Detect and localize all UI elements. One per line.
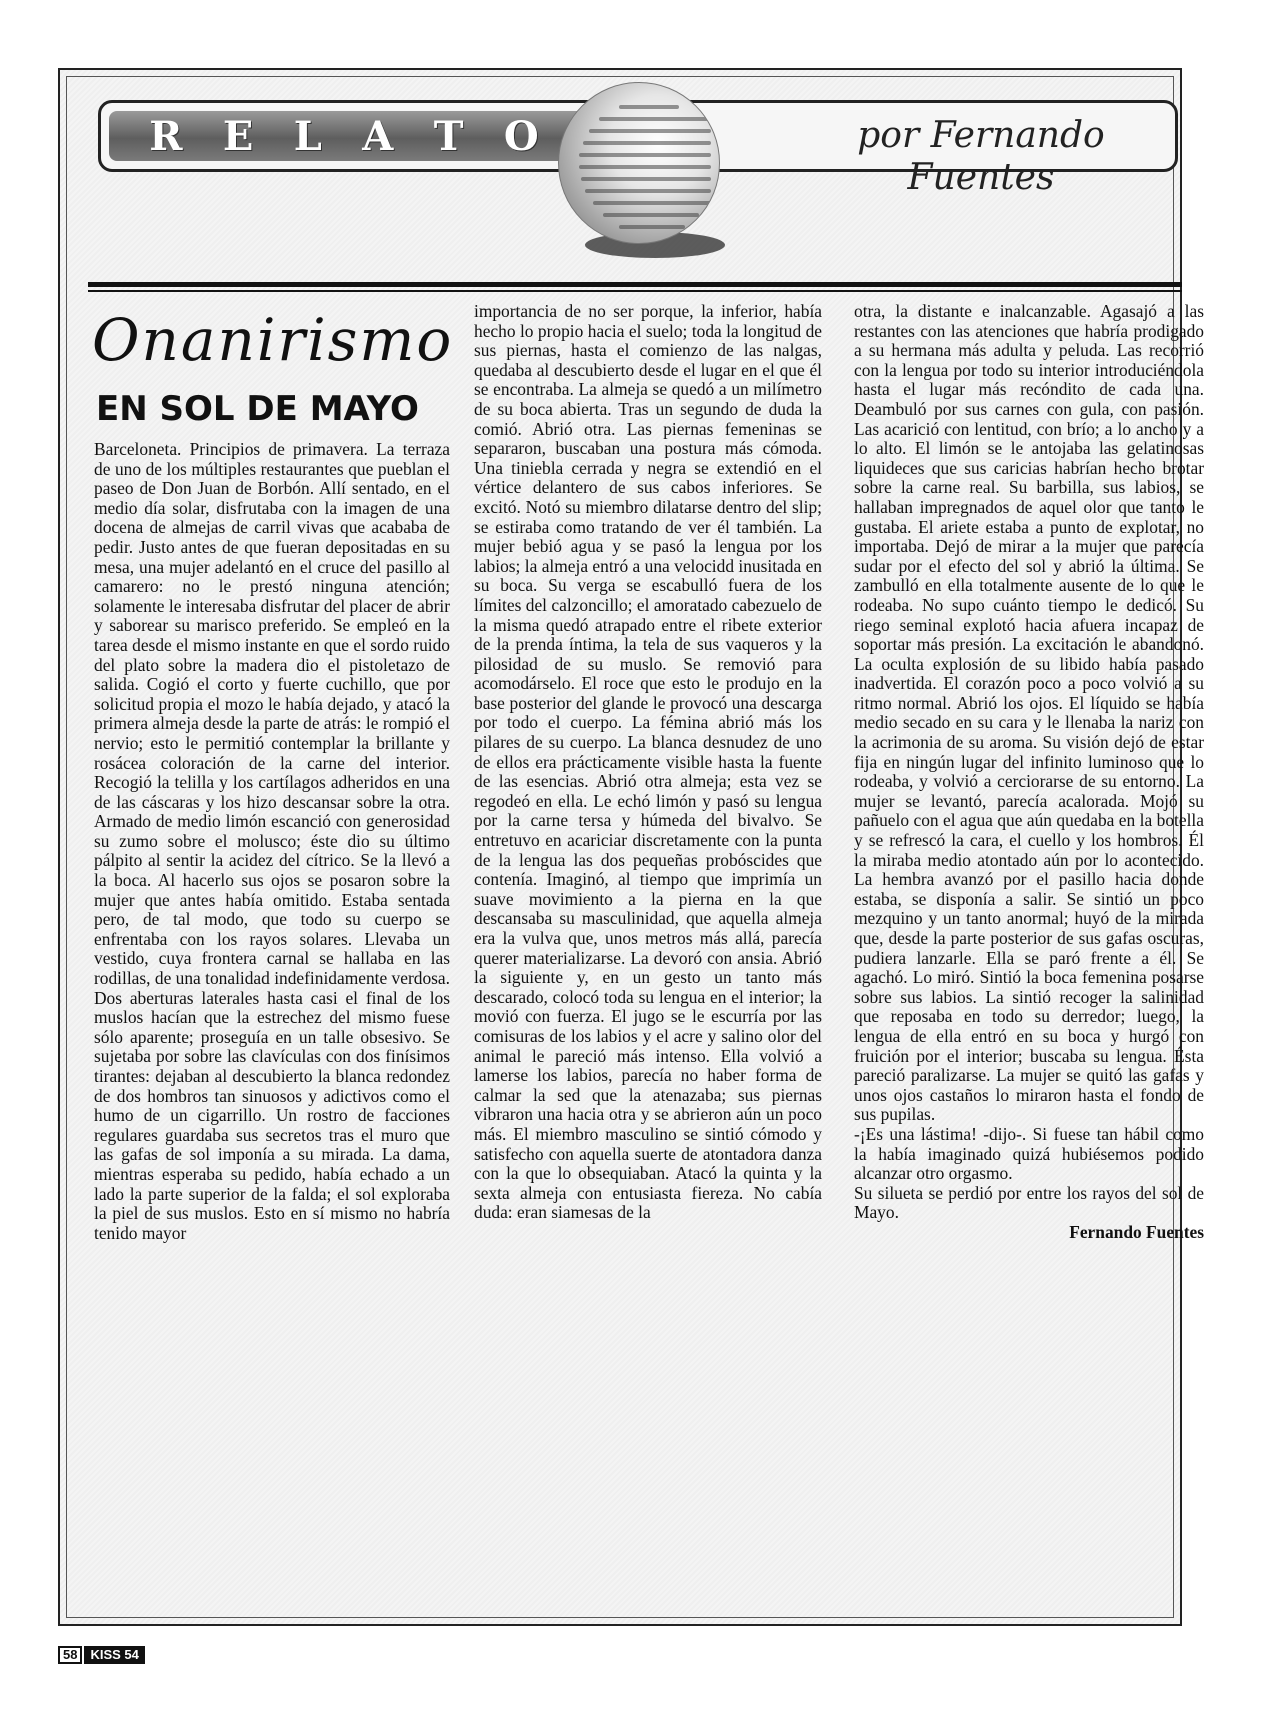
article-subtitle: EN SOL DE MAYO <box>96 389 419 429</box>
section-title <box>109 111 579 161</box>
text-column-3 <box>854 302 1204 1600</box>
newsprint-globe-icon <box>558 82 720 244</box>
section-letter: O <box>503 112 539 160</box>
text-column-1 <box>94 440 450 1600</box>
section-letter: E <box>222 112 254 160</box>
header-rule-thin <box>88 290 1182 292</box>
text-column-2 <box>474 302 822 1600</box>
body-text: otra, la distante e inalcanzable. Agasajó a las restantes con las atenciones que habría prodigado a su hermana más adulta y peluda. Las recorrió con la lengua por todo su interior introduciéndola hasta el lugar más recóndito de cada una. Deambuló por sus carnes con gula, con pasión. Las acarició con lentitud, con brío; a lo ancho y a lo alto. El limón se le antojaba las gelatinosas liquideces que sus caricias habrían hecho brotar sobre la carne real. Su barbilla, sus labios, se hallaban impregnados de aquel olor que tanto le gustaba. El ariete estaba a punto de explotar, no importaba. Dejó de mirar a la mujer que parecía sudar por el efecto del sol y abrió la última. Se zambulló en ella totalmente ausente de lo que le rodeaba. No supo cuánto tiempo le dedicó. Su riego seminal explotó hacia afuera incapaz de soportar más presión. La excitación le abandonó. La oculta explosión de su libido había pasado inadvertida. El corazón poco a poco volvió a su ritmo normal. Abrió los ojos. El líquido se había medio secado en su cara y le llenaba la nariz con la acrimonia de su aroma. Su visión dejó de estar fija en ningún lugar del infinito luminoso que lo rodeaba, y volvió a cerciorarse de su entorno. La mujer se levantó, parecía acalorada. Mojó su pañuelo con el agua que aún quedaba en la botella y se refrescó la cara, el cuello y los hombros. Él la miraba medio atontado aún por lo acontecido. La hembra avanzó por el pasillo hacia donde estaba, se disponía a salir. Se sintió un poco mezquino y un tanto anormal; huyó de la mirada que, desde la parte posterior de sus gafas oscuras, pudiera lanzarle. Ella se paró frente a él. Se agachó. Lo miró. Sintió la boca femenina posarse sobre sus labios. La sintió recoger la salinidad que reposaba en todo su derredor; luego, la lengua de ella entró en su boca y hurgó con fruición por el interior; buscaba su lengua. Ésta pareció paralizarse. La mujer se quitó las gafas y unos ojos castaños lo miraron hasta el fondo de sus pupilas. <box>854 301 1204 1125</box>
globe-text-lines <box>559 83 719 243</box>
header-rule-thick <box>88 282 1182 287</box>
magazine-issue: KISS 54 <box>84 1646 144 1664</box>
section-letter: A <box>362 112 394 160</box>
dialogue-paragraph: -¡Es una lástima! -dijo-. Si fuese tan hábil como la había imaginado quizá hubiésemos podido alcanzar otro orgasmo. <box>854 1123 1204 1184</box>
article-title: Onanirismo <box>92 306 454 374</box>
page-number: 58 <box>58 1646 82 1664</box>
section-letter: R <box>149 112 183 160</box>
section-letter: L <box>293 112 322 160</box>
page-footer <box>58 1646 145 1664</box>
author-signature: Fernando Fuentes <box>1069 1221 1204 1242</box>
section-letter: T <box>433 112 464 160</box>
byline: por Fernando Fuentes <box>857 115 1105 198</box>
closing-paragraph: Su silueta se perdió por entre los rayos del sol de Mayo. <box>854 1182 1204 1223</box>
body-text: Barceloneta. Principios de primavera. La terraza de uno de los múltiples restaurantes que pueblan el paseo de Don Juan de Borbón. Allí sentado, en el medio día solar, disfrutaba con la imagen de una docena de almejas de carril vivas que acababa de pedir. Justo antes de que fueran depositadas en su mesa, una mujer adelantó en el cruce del pasillo al camarero: no le prestó ninguna atención; solamente le interesaba disfrutar del placer de abrir y saborear su marisco preferido. Se empleó en la tarea desde el mismo instante en que el sordo ruido del plato sobre la madera dio el pistoletazo de salida. Cogió el corto y fuerte cuchillo, que por solicitud propia el mozo le había dejado, y atacó la primera almeja desde la parte de atrás: le rompió el nervio; esto le permitió contemplar la brillante y rosácea coloración de la carne del interior. Recogió la telilla y los cartílagos adheridos en una de las cáscaras y los hizo descansar sobre la otra. Armado de medio limón escanció con generosidad su zumo sobre el molusco; éste dio su último pálpito al sentir la acidez del cítrico. Se la llevó a la boca. Al hacerlo sus ojos se posaron sobre la mujer que antes había omitido. Estaba sentada pero, de tal modo, que todo su cuerpo se enfrentaba con los rayos solares. Llevaba un vestido, cuya frontera carnal se hallaba en las rodillas, de una tonalidad indefinidamente verdosa. Dos aberturas laterales hasta casi el final de los muslos hacían que la estrechez del mismo fuese sólo aparente; proseguía en un talle obsesivo. Se sujetaba por sobre las clavículas con dos finísimos tirantes: dejaban al descubierto la blanca redondez de dos hombros tan sinuosos y adictivos como el humo de un cigarrillo. Un rostro de facciones regulares guardaba sus secretos tras el muro que las gafas de sol imponía a su mirada. La dama, mientras esperaba su pedido, había echado a un lado la parte superior de la falda; el sol exploraba la piel de sus muslos. Esto en sí mismo no habría tenido mayor <box>94 439 450 1243</box>
body-text: importancia de no ser porque, la inferior, había hecho lo propio hacia el suelo; toda la longitud de sus piernas, hasta el comienzo de las nalgas, quedaba al descubierto desde el lugar en el que él se encontraba. La almeja se quedó a un milímetro de su boca abierta. Tras un segundo de duda la comió. Abrió otra. Las piernas femeninas se separaron, buscaban una postura más cómoda. Una tiniebla cerrada y negra se extendió en el vértice delantero de sus cabos inferiores. Se excitó. Notó su miembro dilatarse dentro del slip; se estiraba como tratando de ver él también. La mujer bebió agua y se pasó la lengua por los labios; la almeja entró a una velocidd inusitada en su boca. Su verga se escabulló fuera de los límites del calzoncillo; el amoratado cabezuelo de la misma quedó atrapado entre el ribete exterior de la prenda íntima, la tela de sus vaqueros y la pilosidad de su muslo. Se removió para acomodárselo. El roce que esto le produjo en la base posterior del glande le provocó una descarga por todo el cuerpo. La fémina abrió más los pilares de su cuerpo. La blanca desnudez de uno de ellos era prácticamente visible hasta la fuente de las esencias. Abrió otra almeja; esta vez se regodeó en ella. Le echó limón y pasó su lengua por la carne tersa y húmeda del bivalvo. Se entretuvo en acariciar discretamente con la punta de la lengua las dos pequeñas probóscides que contenía. Imaginó, al tiempo que imprimía un suave movimiento a la pierna en la que descansaba su masculinidad, que aquella almeja era la vulva que, unos metros más allá, parecía querer materializarse. La devoró con ansia. Abrió la siguiente y, en un gesto un tanto más descarado, colocó toda su lengua en el interior; la movió con fuerza. El jugo se le escurría por las comisuras de los labios y el acre y salino olor del animal le pareció más intenso. Ella volvió a lamerse los labios, parecía no haber forma de calmar la sed que la atenazaba; sus piernas vibraron una hacia otra y se abrieron aún un poco más. El miembro masculino se sintió cómodo y satisfecho con aquella suerte de atontadora danza con la que lo obsequiaban. Atacó la quinta y la sexta almeja con entusiasta fiereza. No cabía duda: eran siamesas de la <box>474 301 822 1223</box>
